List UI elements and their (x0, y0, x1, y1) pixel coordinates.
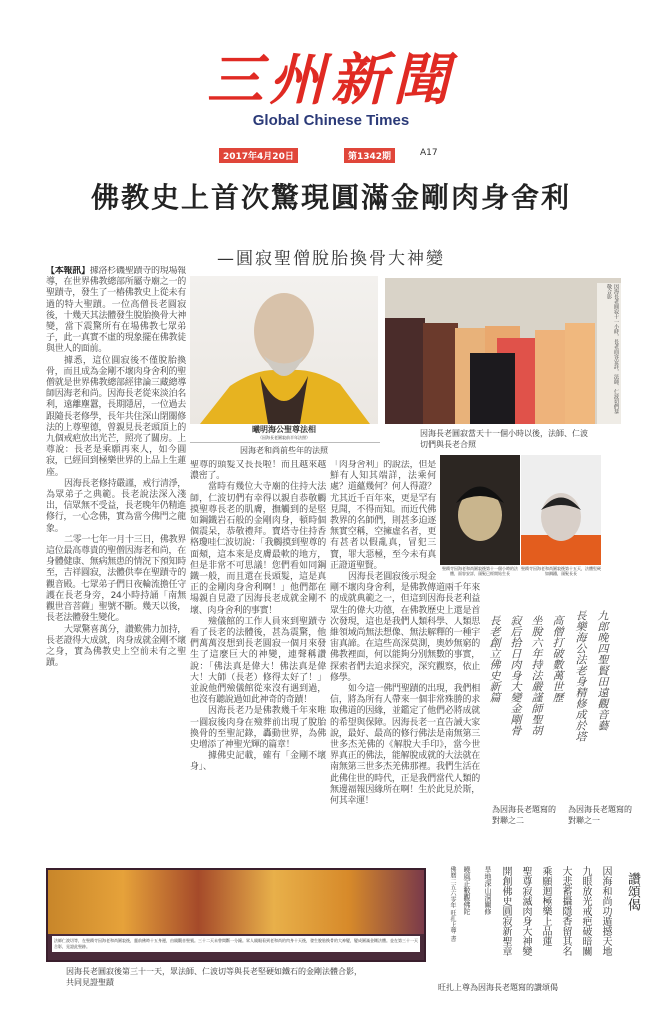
paragraph: 大眾驚喜萬分，讚歎佛力加持，長老證得大成就，肉身成就金剛不壞之身，實為佛教史上空前未有之聖蹟。 (46, 624, 186, 669)
poem-line: 九眼放光戒疤破暗關 (580, 866, 591, 956)
monks-group-image (385, 278, 621, 424)
paragraph: 據悉，這位圓寂後不僅脫胎換骨，而且成為金剛不壞肉身舍利的聖僧就是世界佛教總部經律論三藏總導師因海老和尚。因海長老從來淡泊名利，遠離塵囂，長期隱居，一位過去跟隨長老修學，長年共住深山閉關修法的上尊聖德，曾親見長老頭頂上的九個戒疤放出光芒，照亮了關房。上尊說：長老是乘願再來人，如今圓寂，已經回到極樂世界的上品上生蓮座。 (46, 355, 186, 478)
article-column-2 (190, 460, 326, 864)
headline: 佛教史上首次驚現圓滿金剛肉身舍利 (90, 181, 571, 214)
poem-signature: 佛曆二五六零年 旺扎上尊 書 (449, 866, 456, 942)
calligraphy-line: 高僧打破數萬世歷 (551, 615, 564, 703)
poem-line: 大悲蓄攝隱香留其名 (560, 866, 571, 956)
poem-line: 乘願迴極樂上品蓮 (540, 866, 551, 946)
bottom-group-photo (46, 868, 426, 962)
couplet-one-caption: 為因海長老題寫的對聯之一 (568, 805, 632, 825)
issue-date: 2017年4月20日 (219, 148, 298, 163)
bottom-caption: 因海長老圓寂後第三十一天，眾法師、仁波切等與長老堅硬如鐵石的金剛法體合影，共同見證聖蹟 (66, 967, 362, 987)
page-number: A17 (420, 148, 438, 158)
masthead-title-en: Global Chinese Times (252, 112, 410, 129)
group-caption: 因海長老圓寂當天十一個小時以後，法師、仁波切們與長老合照 (420, 429, 588, 449)
poem-title: 讚頌偈 (625, 872, 640, 911)
group-photo (385, 278, 621, 424)
couplet-two-caption: 為因海長老題寫的對聯之二 (492, 805, 556, 825)
calligraphy-line: 長樂海公法老身精修成於塔 (574, 610, 587, 742)
paragraph: 如今這一佛門聖蹟的出現，我們相信，將為所有人帶來一個非常殊勝的求取佛道的因緣，並鑑定了他們必將成就的希望與保障。因海長老一直告誡大家說，最好、最高的修行佛法是南無第三世多杰羌佛的《解脫大手印》，當今世界真正的佛法，能解脫成就的大法就在南無第三世多杰羌佛那裡。我們生活在此佛住世的時代，正是我們當代人類的無邊福報因緣所在啊！生於此見於斯，何其幸運！ (330, 684, 480, 807)
calligraphy-line: 寂后拾日肉身大變金剛骨 (509, 615, 522, 736)
paragraph: 因海長老修持嚴謹，戒行清淨，為眾弟子之典範。長老說法深入淺出，信眾無不受益，長老晚年仍精進修行，一心念佛，實為當今佛門之龍象。 (46, 478, 186, 534)
paragraph: 殮儀館的工作人員來到聖蹟寺看了長老的法體後，甚為震驚，他們萬萬沒想到長老圓寂一個月來發生了這麼巨大的神變，連聲稱讚說：「佛法真是偉大！佛法真是偉大！大師（長老）修得太好了！」並說他們殮儀館從來沒有遇到過，也沒有聽說過如此神奇的奇蹟！ (190, 616, 326, 706)
masthead-title-cn: 三州新聞 (207, 47, 455, 113)
paragraph: 因海長老圓寂後示現金剛不壞肉身舍利，是佛教傳道兩千年來的成就典範之一，但這到因海長老利益眾生的偉大功德，在佛教歷史上還是首次發現，這也是我們人類科學、人類思維領域尚無法想像、無法解釋的一種宇宙真諦。在這些高深莫測，奧妙無窮的佛教裡面，何以能夠分別無數的事實，探索者們去追求探究，深究觀察，依止修學。 (330, 572, 480, 683)
issue-number: 第1342期 (344, 148, 395, 163)
portrait-label: 曦明海公聖尊法相 (252, 424, 316, 434)
calligraphy-line: 坐脫六年持法嚴謹師聖胡 (530, 615, 543, 736)
article-column-1 (46, 266, 186, 864)
couplet-one (572, 610, 610, 800)
monk-lying-image (521, 455, 601, 565)
paragraph: 據洛杉磯聖蹟寺的現場報導，在世界佛教總部所屬寺廟之一的聖蹟寺，發生了一樁佛教史上從未有過的特大聖蹟。一位高僧長老圓寂後，十幾天其法體發生脫胎換骨大神變，當下震驚所有在場佛教七眾弟子，此一真實不虛的現象擺在佛教徒與世人的面前。 (46, 266, 186, 355)
calligraphy-line: 長老創立佛史新篇 (488, 615, 501, 703)
paragraph: 因海長老乃是佛教幾千年來唯一圓寂後肉身在殮葬前出現了脫胎換骨的至聖記錄，轟動世界，為佛史增添了神聖光輝的篇章！ (190, 706, 326, 751)
poem-signature: 旱地深山洞關修 (484, 866, 492, 915)
face-photo-left (440, 455, 520, 565)
paragraph: 「肉身舍利」的說法，但是鮮有人知其端詳，法乘何處？道蘊幾何？何人得證？尤其近千百年來，更是罕有見聞，不得而知。而近代佛教界的名師們，則甚多迫逐無實空稱，空擁虛名者，更有甚者以假亂真，冒犯三寶，罪大惡極，至今未有真正證道聖賢。 (330, 460, 436, 571)
poem-line: 開創佛史圓寂新聖章 (500, 866, 511, 956)
portrait-photo (190, 276, 378, 424)
poem-caption: 旺扎上尊為因海長老題寫的讚頌偈 (438, 983, 558, 992)
poem-line: 因海和尚功遁撼天地 (600, 866, 611, 956)
assembly-image (48, 870, 424, 934)
masthead-logo (200, 48, 462, 146)
paragraph: 當時有幾位大寺廟的住持大法師，仁波切們有幸得以親自恭敬觸摸聖尊長老的肌膚，撫觸到的是堅如鋼鐵岩石般的金剛肉身，頓時個個震呆，恭敬禮拜。寶塔寺住持香格瓊哇仁波切說：「我觸摸到聖尊的面頰，這本來是皮膚最軟的地方，但是非常不可思議！您們看如同鋼鐵一般，而且還在長頭髮，這是真正的金剛肉身舍利啊！」他們都在場親自見證了因海長老成就金剛不壞、肉身舍利的事實！ (190, 482, 326, 616)
calligraphy-line: 九郎晚四聖賢田遠觀音藝 (596, 610, 609, 731)
subheadline: —圓寂聖僧脫胎換骨大神變 (217, 249, 445, 269)
portrait-caption: 因海老和尚前些年的法照 (240, 446, 328, 455)
group-side-note: 因海長老圓寂十一小時，長老面容安詳，法師、仁波切們恭敬合影 (606, 284, 619, 414)
monk-face-image (440, 455, 520, 565)
bottom-inner-caption: 法師仁波切等，在聖蹟寺因海老和尚圓寂後，靈前佛時十五身邊，由親觀音聖號。三十二天未曾間斷一分鐘。眾人親眼看到老和尚的肉身十天後，發生脫胎換骨的大神變，變成圓滿金剛法體。並在第三十一天合影，見證此聖跡。 (52, 936, 420, 952)
paragraph: 據佛史記載，確有「金剛不壞身」、 (190, 751, 326, 773)
divider (190, 442, 380, 443)
face-left-caption: 聖蹟寺因海老和尚圓寂後第十一個小時的法體，面容安詳，頭髮已經開始生長 (442, 566, 518, 576)
portrait-sublabel: （因海長老圓寂前半年法照） (258, 435, 310, 440)
monk-portrait-image (190, 276, 378, 424)
poem-line: 聖尊寂滅肉身大神變 (520, 866, 531, 956)
praise-poem (448, 866, 640, 976)
paragraph: 二零一七年一月十三日，佛教界這位最高尊貴的聖僧因海老和尚，在身體健康、無病無患的情況下預知時至，吉祥圓寂，法體供奉在聖蹟寺的觀音殿。七眾弟子們日夜輪流擔任守護在長老身旁，24小時持誦「南無觀世音菩薩」聖號不斷。幾天以後，長老法體發生變化。 (46, 534, 186, 624)
face-photo-right (521, 455, 601, 565)
couplet-two (486, 615, 565, 800)
paragraph: 聖尊的頭髮又長長啦！而且越來越濃密了。 (190, 460, 326, 482)
poem-signature: 曉風正數觀佛陀 (463, 866, 471, 915)
lead-tag: 【本報訊】 (46, 266, 90, 276)
face-right-caption: 聖蹟寺因海老和尚圓寂後第十五天，法體堅硬如鋼鐵，頭髮長長 (521, 566, 601, 576)
